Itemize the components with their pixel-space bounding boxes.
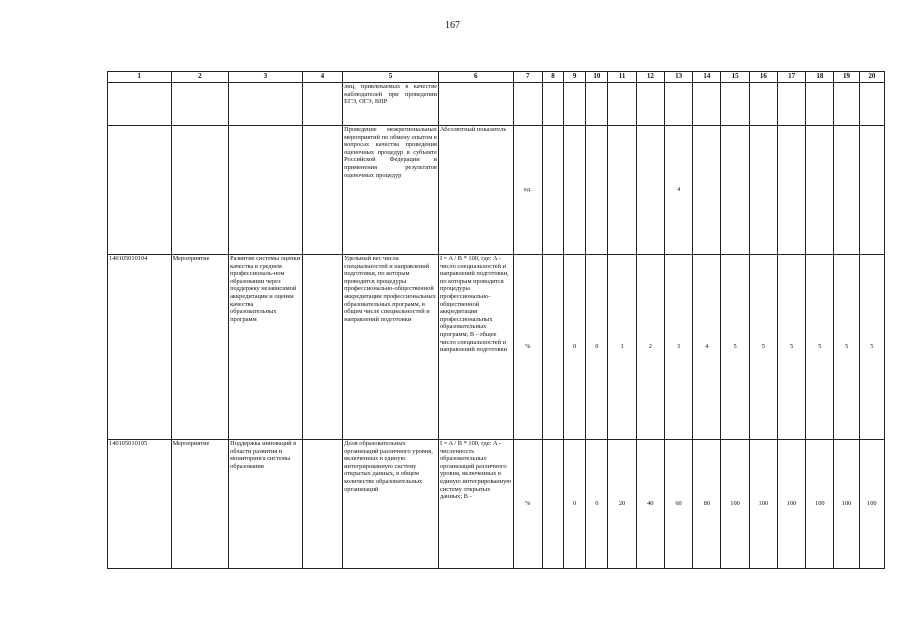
table-row — [108, 255, 885, 440]
col-header: 13 — [664, 72, 692, 83]
col-header: 17 — [777, 72, 805, 83]
cell-value — [693, 83, 721, 126]
cell-code — [108, 126, 172, 255]
cell-indicator: Проведение межрегиональных мероприятий по обмену опытом в вопросах качества проведения оценочных процедур в субъекте Российской Федерации и применения результатов оценочных процедур — [343, 126, 439, 255]
col-header: 18 — [806, 72, 834, 83]
cell-value — [542, 440, 563, 569]
cell-value — [777, 126, 805, 255]
col-header: 9 — [564, 72, 586, 83]
cell-value — [834, 83, 859, 126]
cell-type — [171, 83, 229, 126]
cell-value: 5 — [859, 255, 884, 440]
col-header: 1 — [108, 72, 172, 83]
cell-value: 5 — [834, 255, 859, 440]
cell-value: 4 — [664, 126, 692, 255]
cell-value: 4 — [693, 255, 721, 440]
col-header: 12 — [636, 72, 664, 83]
col-header: 6 — [438, 72, 513, 83]
cell-unit — [513, 83, 542, 126]
cell-value — [749, 83, 777, 126]
cell-value — [721, 126, 749, 255]
cell-code — [108, 83, 172, 126]
cell-code: 140105010105 — [108, 440, 172, 569]
cell-indicator: лиц, привлекаемых в качестве наблюдателей при проведении ЕГЭ, ОГЭ, ВПР — [343, 83, 439, 126]
cell-value — [564, 83, 586, 126]
cell-indicator: Доля образовательных организаций различного уровня, включенных в единую интегрированную систему открытых данных, в общем количестве образовательных организаций — [343, 440, 439, 569]
indicators-table — [107, 71, 885, 569]
cell-name — [229, 83, 303, 126]
cell-name — [229, 126, 303, 255]
cell-value — [859, 83, 884, 126]
cell-value: 100 — [834, 440, 859, 569]
cell-value: 5 — [806, 255, 834, 440]
col-header: 10 — [586, 72, 608, 83]
col-header: 7 — [513, 72, 542, 83]
cell-value — [777, 83, 805, 126]
col-header: 11 — [608, 72, 636, 83]
cell-value — [806, 83, 834, 126]
col-header: 16 — [749, 72, 777, 83]
cell-name: Развитие системы оценки качества в среднем профессиональ-ном образовании через поддержку независимой аккредитации и оценки качества образовательных программ — [229, 255, 303, 440]
cell-value: 0 — [586, 255, 608, 440]
cell-value: 0 — [586, 440, 608, 569]
cell-c4 — [302, 255, 342, 440]
cell-value: 100 — [806, 440, 834, 569]
cell-unit: % — [513, 440, 542, 569]
col-header: 15 — [721, 72, 749, 83]
cell-value — [693, 126, 721, 255]
cell-value: 40 — [636, 440, 664, 569]
cell-value — [608, 83, 636, 126]
cell-type: Мероприятие — [171, 440, 229, 569]
cell-c4 — [302, 440, 342, 569]
cell-unit: ед. — [513, 126, 542, 255]
cell-value — [721, 83, 749, 126]
col-header: 5 — [343, 72, 439, 83]
cell-value — [542, 255, 563, 440]
table-row — [108, 126, 885, 255]
cell-name: Поддержка инноваций в области развития и мониторинга системы образования — [229, 440, 303, 569]
col-header: 20 — [859, 72, 884, 83]
cell-value — [859, 126, 884, 255]
cell-value — [636, 126, 664, 255]
cell-value: 60 — [664, 440, 692, 569]
col-header: 4 — [302, 72, 342, 83]
cell-value: 0 — [564, 440, 586, 569]
cell-c4 — [302, 83, 342, 126]
cell-value: 20 — [608, 440, 636, 569]
table-row — [108, 440, 885, 569]
cell-value: 1 — [608, 255, 636, 440]
cell-type — [171, 126, 229, 255]
cell-code: 140105010104 — [108, 255, 172, 440]
table-row — [108, 83, 885, 126]
cell-value — [564, 126, 586, 255]
cell-value: 100 — [859, 440, 884, 569]
cell-value — [806, 126, 834, 255]
cell-value — [636, 83, 664, 126]
cell-formula: I = A / B * 100, где: A - численность образовательных организаций различного уровня, включенных в единую интегрированную систему открытых данных; B - — [438, 440, 513, 569]
cell-value: 100 — [721, 440, 749, 569]
col-header: 8 — [542, 72, 563, 83]
col-header: 19 — [834, 72, 859, 83]
cell-value — [749, 126, 777, 255]
col-header: 3 — [229, 72, 303, 83]
cell-value: 5 — [749, 255, 777, 440]
cell-unit: % — [513, 255, 542, 440]
cell-value: 5 — [721, 255, 749, 440]
cell-c4 — [302, 126, 342, 255]
cell-value: 3 — [664, 255, 692, 440]
cell-value: 5 — [777, 255, 805, 440]
cell-value — [542, 83, 563, 126]
col-header: 14 — [693, 72, 721, 83]
cell-value: 100 — [749, 440, 777, 569]
cell-value — [542, 126, 563, 255]
cell-formula: Абсолютный показатель — [438, 126, 513, 255]
cell-formula — [438, 83, 513, 126]
cell-value: 100 — [777, 440, 805, 569]
cell-value — [586, 83, 608, 126]
cell-value — [608, 126, 636, 255]
header-row — [108, 72, 885, 83]
cell-indicator: Удельный вес числа специальностей и направлений подготовки, по которым проводятся процедуры профессионально-общественной аккредитации профессиональных образовательных программ, в общем числе специальностей и направлений подготовки — [343, 255, 439, 440]
cell-value: 0 — [564, 255, 586, 440]
cell-value — [664, 83, 692, 126]
cell-formula: I = A / B * 100, где: A - число специальностей и направлений подготовки, по которым проводятся процедуры профессионально-общественной аккредитации профессиональных образовательных программ; B - общее число специальностей и направлений подготовки — [438, 255, 513, 440]
cell-value: 2 — [636, 255, 664, 440]
cell-value: 80 — [693, 440, 721, 569]
col-header: 2 — [171, 72, 229, 83]
cell-type: Мероприятие — [171, 255, 229, 440]
page-number: 167 — [445, 20, 460, 31]
cell-value — [834, 126, 859, 255]
cell-value — [586, 126, 608, 255]
